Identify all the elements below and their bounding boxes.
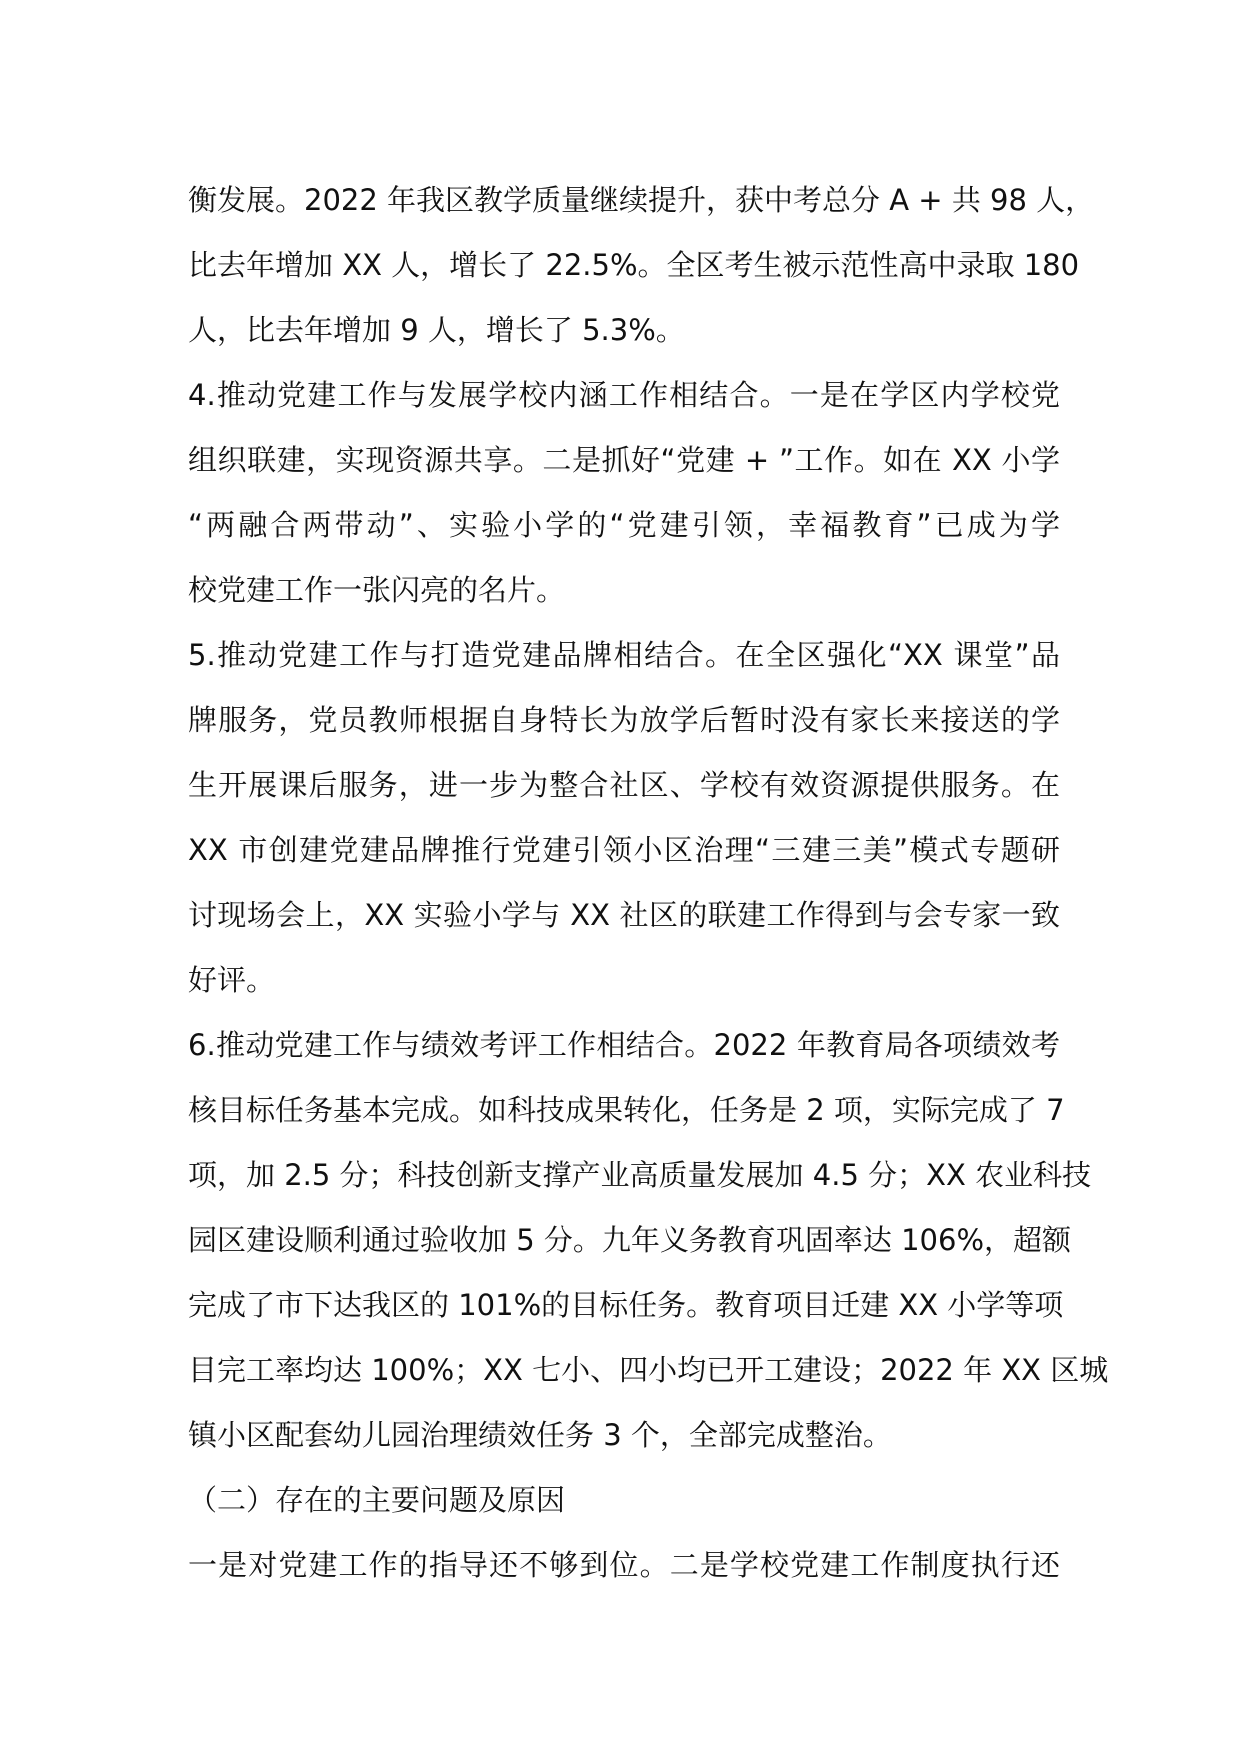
text-line: 核目标任务基本完成。如科技成果转化，任务是 2 项，实际完成了 7 xyxy=(188,1093,1065,1127)
text-line: 一是对党建工作的指导还不够到位。二是学校党建工作制度执行还 xyxy=(188,1548,1060,1582)
text-line: 好评。 xyxy=(188,963,276,997)
text-line: “两融合两带动”、实验小学的“党建引领，幸福教育”已成为学 xyxy=(188,508,1060,542)
text-line: 5.推动党建工作与打造党建品牌相结合。在全区强化“XX 课堂”品 xyxy=(188,638,1060,672)
document-body xyxy=(188,168,1109,1598)
section-heading: （二）存在的主要问题及原因 xyxy=(188,1483,566,1517)
text-line: 牌服务，党员教师根据自身特长为放学后暂时没有家长来接送的学 xyxy=(188,703,1060,737)
text-line: 组织联建，实现资源共享。二是抓好“党建 + ”工作。如在 XX 小学 xyxy=(188,443,1060,477)
text-line: 生开展课后服务，进一步为整合社区、学校有效资源提供服务。在 xyxy=(188,768,1060,802)
text-line: 4.推动党建工作与发展学校内涵工作相结合。一是在学区内学校党 xyxy=(188,378,1060,412)
text-line: 衡发展。2022 年我区教学质量继续提升，获中考总分 A + 共 98 人， xyxy=(188,183,1095,217)
text-line: 园区建设顺利通过验收加 5 分。九年义务教育巩固率达 106%，超额 xyxy=(188,1223,1072,1257)
text-line: 6.推动党建工作与绩效考评工作相结合。2022 年教育局各项绩效考 xyxy=(188,1028,1060,1062)
text-line: 比去年增加 XX 人，增长了 22.5%。全区考生被示范性高中录取 180 xyxy=(188,248,1080,282)
text-line: 人，比去年增加 9 人，增长了 5.3%。 xyxy=(188,313,685,347)
text-line: 校党建工作一张闪亮的名片。 xyxy=(188,573,566,607)
text-line: 目完工率均达 100%；XX 七小、四小均已开工建设；2022 年 XX 区城 xyxy=(188,1353,1109,1387)
text-line: 项，加 2.5 分；科技创新支撑产业高质量发展加 4.5 分；XX 农业科技 xyxy=(188,1158,1092,1192)
text-line: 镇小区配套幼儿园治理绩效任务 3 个，全部完成整治。 xyxy=(188,1418,892,1452)
text-line: 完成了市下达我区的 101%的目标任务。教育项目迁建 XX 小学等项 xyxy=(188,1288,1064,1322)
text-line: 讨现场会上，XX 实验小学与 XX 社区的联建工作得到与会专家一致 xyxy=(188,898,1060,932)
text-line: XX 市创建党建品牌推行党建引领小区治理“三建三美”模式专题研 xyxy=(188,833,1060,867)
